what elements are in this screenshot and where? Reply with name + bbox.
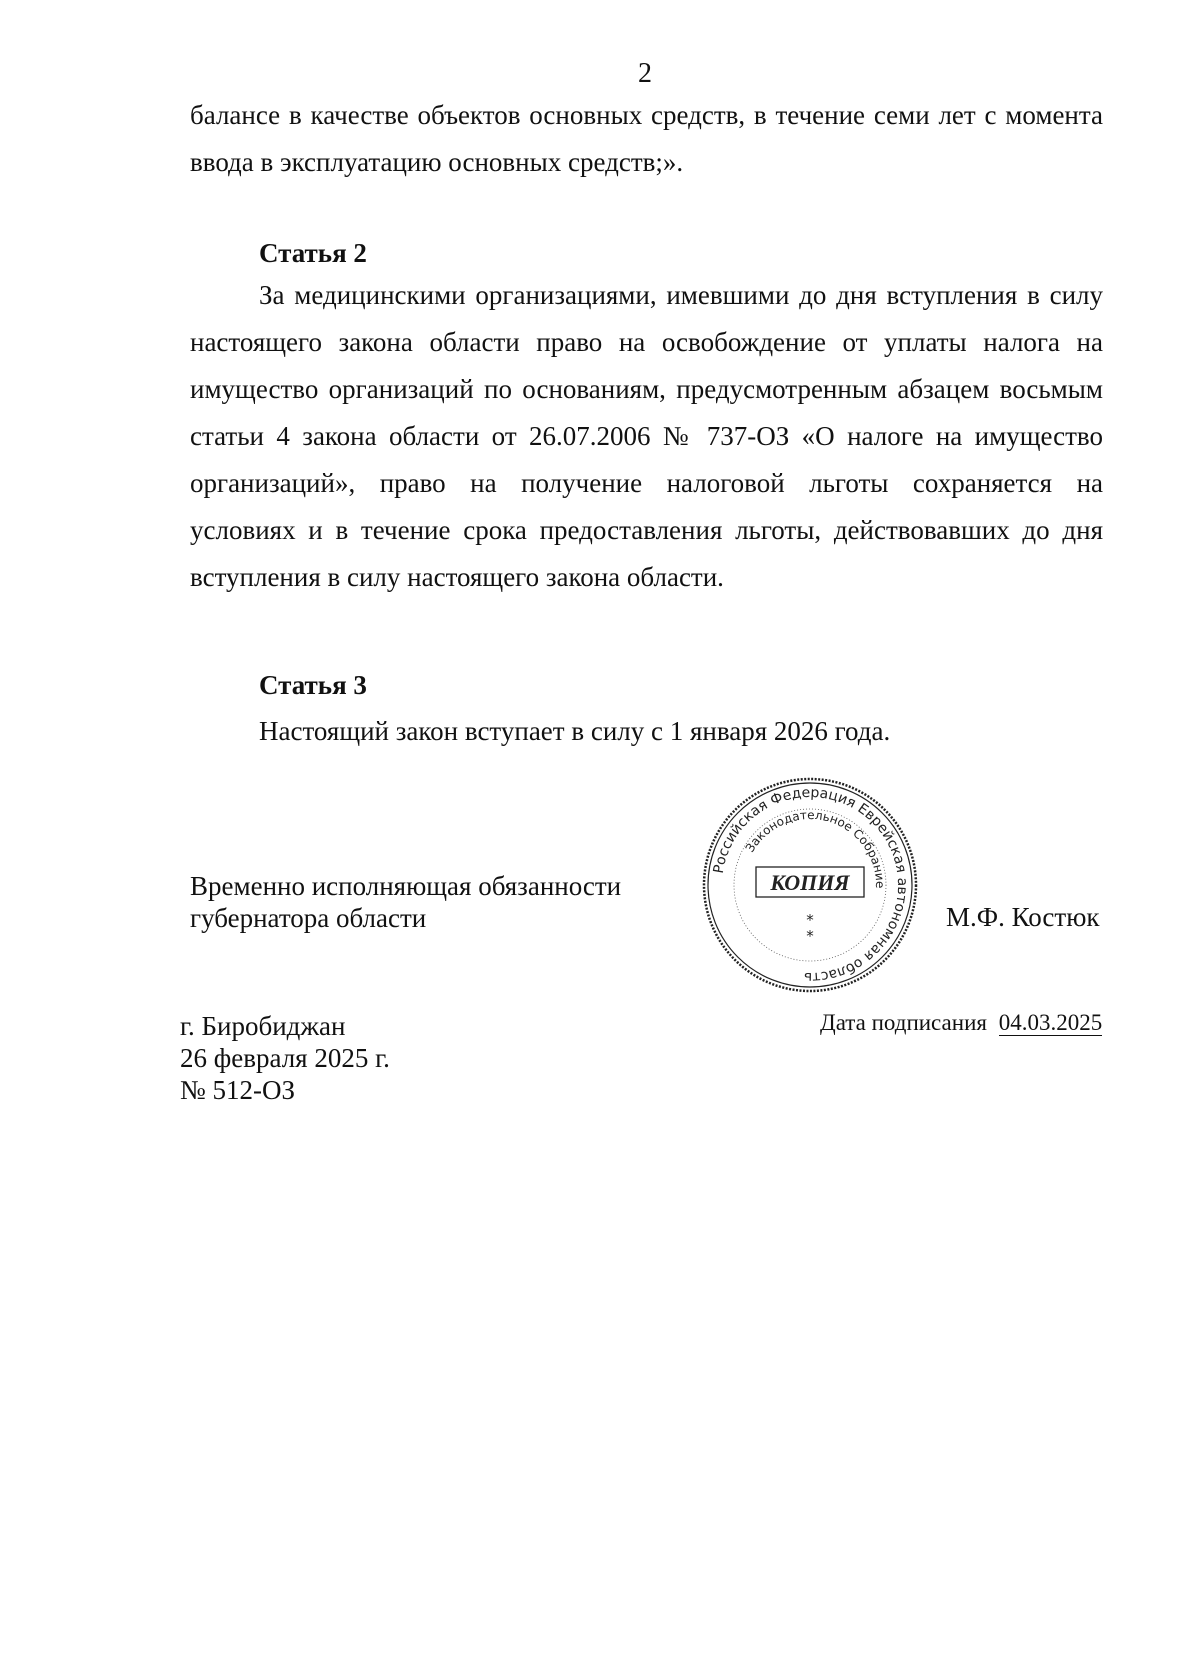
paragraph-line: имущество организаций по основаниям, предусмотренным абзацем восьмым (190, 374, 1103, 404)
law-date: 26 февраля 2025 г. (180, 1043, 390, 1073)
paragraph-line: статьи 4 закона области от 26.07.2006 № 737-ОЗ «О налоге на имущество (190, 421, 1103, 451)
paragraph-line: За медицинскими организациями, имевшими до дня вступления в силу (259, 280, 1103, 310)
seal-center-text: КОПИЯ (770, 870, 850, 895)
seal-star-icon: * (806, 927, 814, 945)
signing-date-block (820, 1010, 1102, 1036)
signing-date-label: Дата подписания (820, 1010, 987, 1035)
law-details (180, 1010, 390, 1106)
article-2-paragraph (190, 272, 1103, 601)
signatory-name: М.Ф. Костюк (946, 902, 1100, 932)
page-number: 2 (638, 58, 652, 89)
law-number: № 512-ОЗ (180, 1075, 296, 1105)
paragraph-line: организаций», право на получение налоговой льготы сохраняется на (190, 468, 1103, 498)
paragraph-line: ввода в эксплуатацию основных средств;». (190, 147, 684, 177)
law-city: г. Биробиджан (180, 1011, 346, 1041)
seal-inner-text: Законодательное Собрание (742, 807, 888, 889)
seal-star-icon: * (806, 911, 814, 929)
paragraph-line: вступления в силу настоящего закона области. (190, 562, 724, 592)
continuation-paragraph (190, 92, 1103, 186)
signatory-position (190, 870, 621, 934)
seal-outer-text: Российская Федерация Еврейская автономная область (710, 784, 911, 986)
article-3-heading: Статья 3 (259, 670, 367, 700)
position-line: губернатора области (190, 903, 427, 933)
signing-date-value: 04.03.2025 (998, 1010, 1103, 1035)
position-line: Временно исполняющая обязанности (190, 871, 622, 901)
article-2-heading: Статья 2 (259, 238, 367, 268)
paragraph-line: настоящего закона области право на освобождение от уплаты налога на (190, 327, 1103, 357)
article-3-text: Настоящий закон вступает в силу с 1 января 2026 года. (259, 716, 891, 746)
paragraph-line: условиях и в течение срока предоставления льготы, действовавших до дня (190, 515, 1103, 545)
official-seal (700, 775, 920, 995)
paragraph-line: балансе в качестве объектов основных средств, в течение семи лет с момента (190, 100, 1103, 130)
